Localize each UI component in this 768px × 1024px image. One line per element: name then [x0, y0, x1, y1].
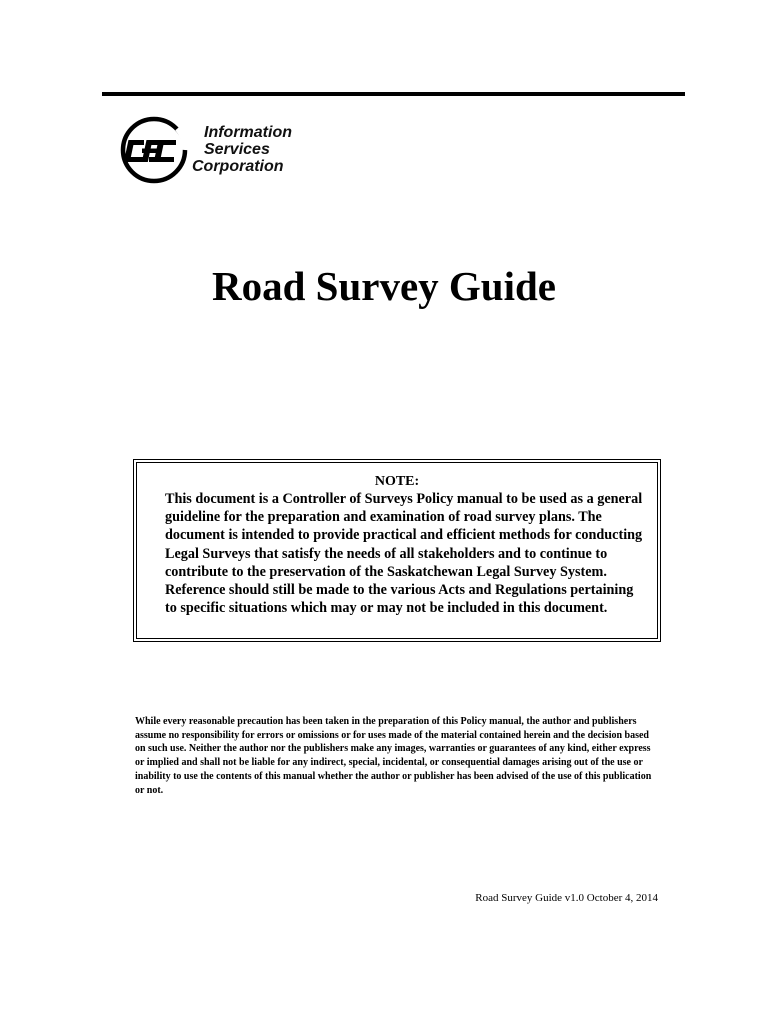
- footer-version: Road Survey Guide v1.0 October 4, 2014: [475, 892, 658, 904]
- document-title: Road Survey Guide: [212, 263, 556, 309]
- disclaimer-text: While every reasonable precaution has been taken in the preparation of this Policy manual, the author and publishers assume no responsibility for errors or omissions or for uses made of the material contained herein and the decision based on such use. Neither the author nor the publishers make any images, warranties or guarantees of any kind, either express or implied and shall not be liable for any indirect, special, incidental, or consequential damages arising out of the use or inability to use the contents of this manual whether the author or publisher has been advised of the use of this publication or not.: [135, 716, 652, 796]
- note-box: [133, 459, 661, 642]
- isc-logo: [120, 114, 340, 190]
- top-rule: [102, 92, 685, 96]
- note-body: This document is a Controller of Surveys Policy manual to be used as a general guideline for the preparation and examination of road survey plans. The document is intended to provide practical and efficient methods for conducting Legal Surveys that satisfy the needs of all stakeholders and to continue to contribute to the preservation of the Saskatchewan Legal Survey System. Reference should still be made to the various Acts and Regulations pertaining to specific situations which may or may not be included in this document.: [165, 491, 643, 617]
- isc-emblem-icon: [120, 114, 192, 186]
- logo-line-2: Services: [204, 141, 270, 158]
- logo-line-1: Information: [204, 124, 292, 141]
- logo-wordmark: [192, 124, 292, 175]
- logo-line-3: Corporation: [192, 158, 284, 175]
- note-heading: NOTE:: [374, 474, 420, 489]
